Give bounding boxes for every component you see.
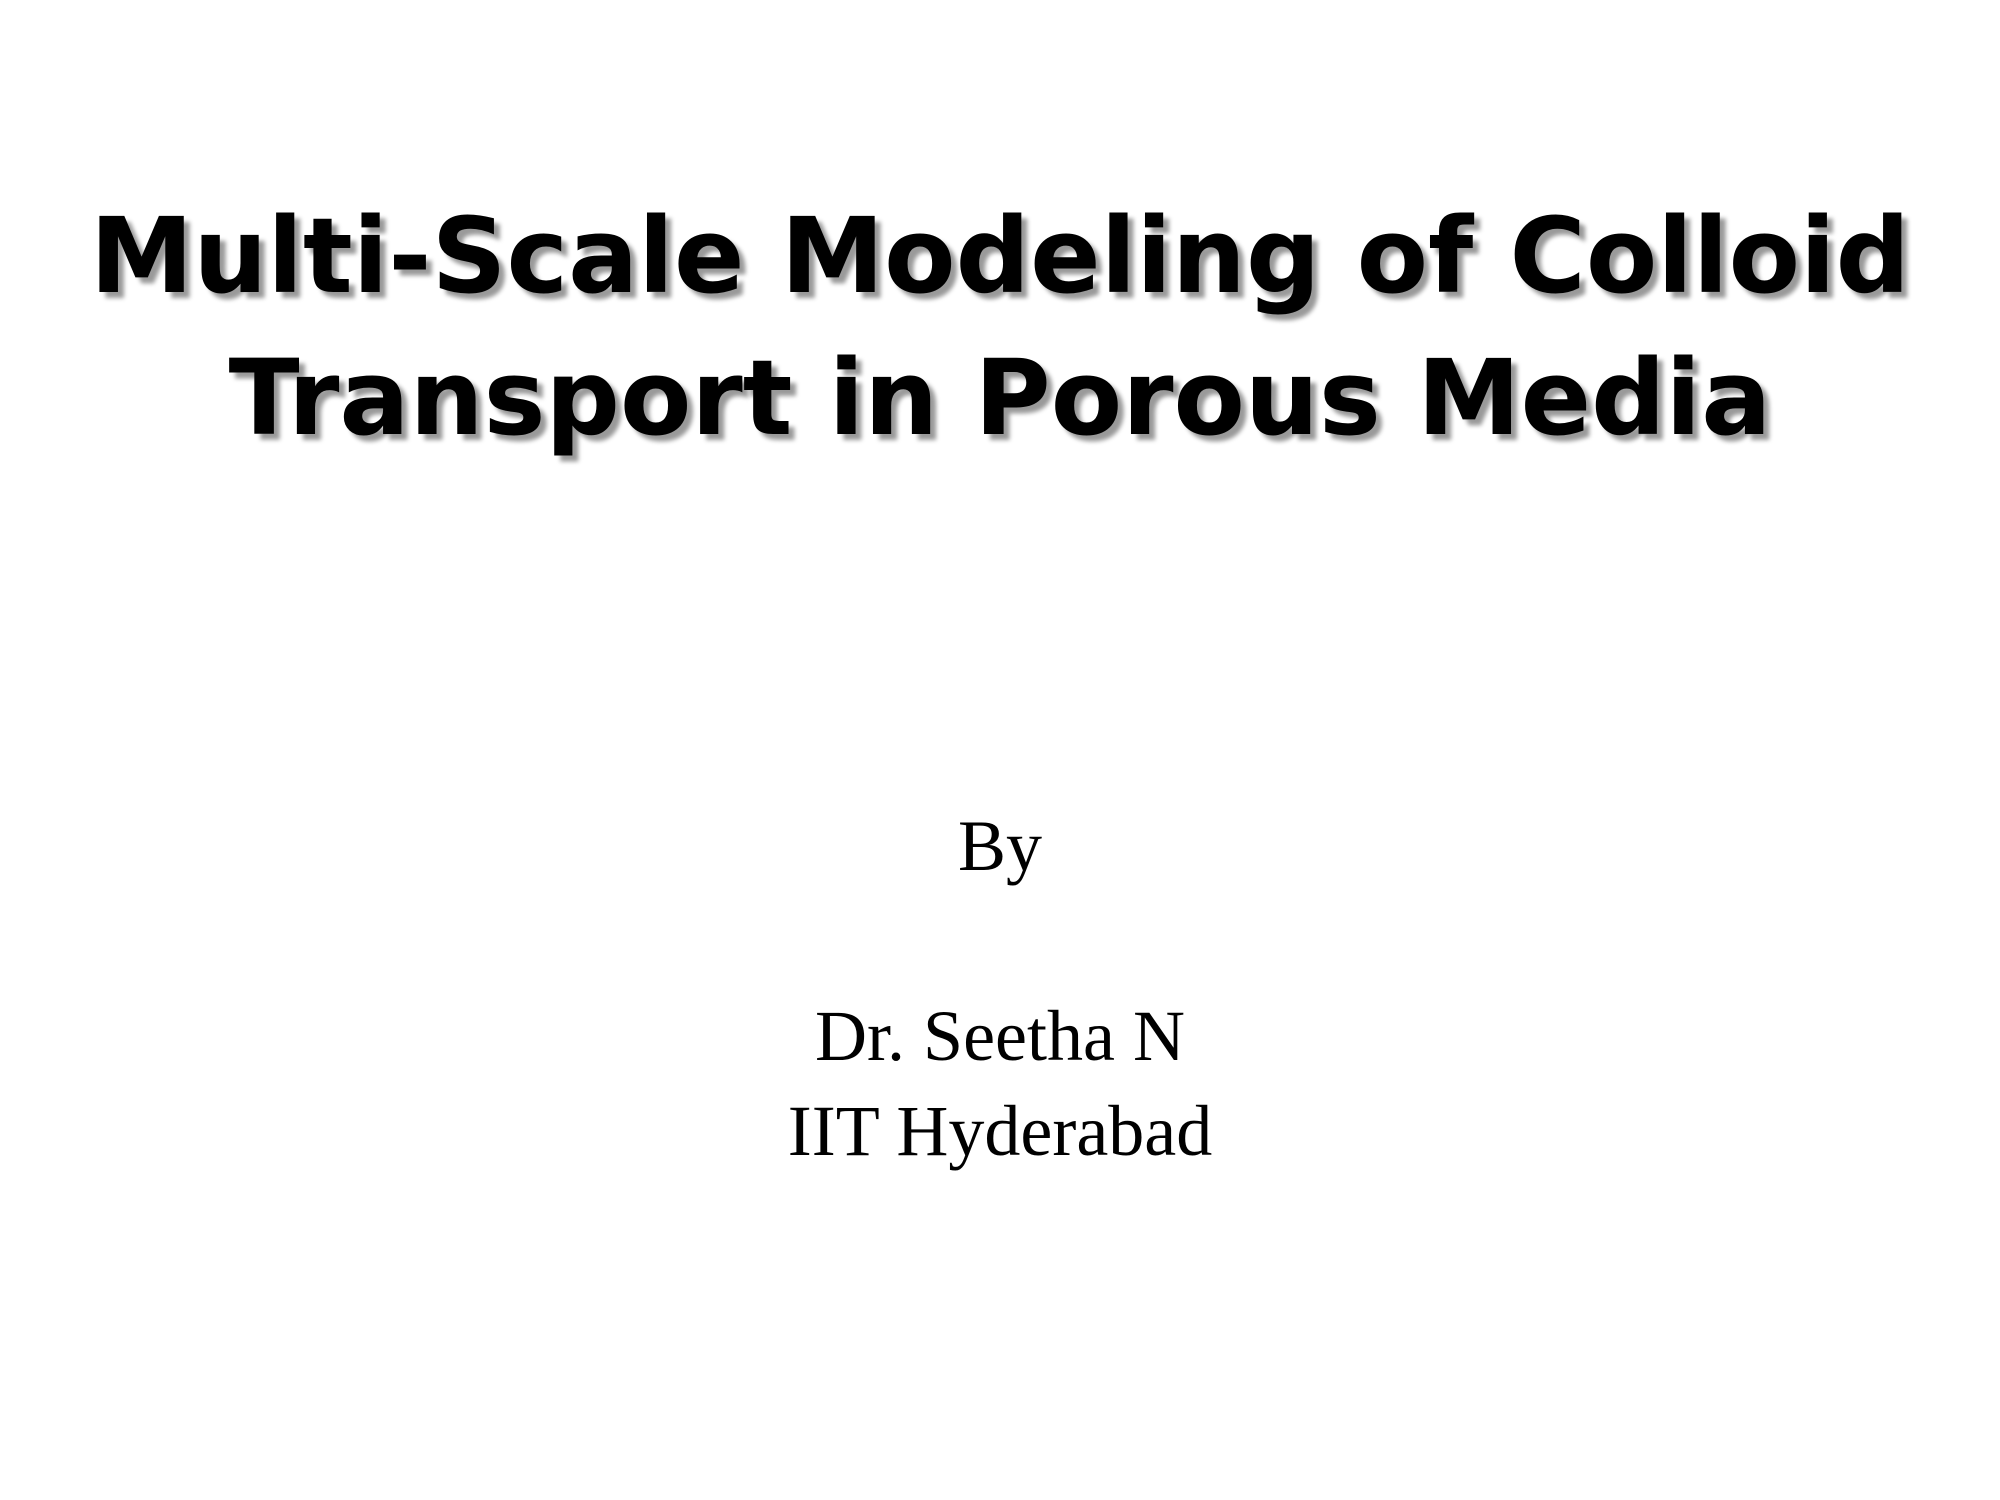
by-label: By	[957, 806, 1043, 886]
title-line-2: Transport in Porous Media	[228, 337, 1772, 459]
author-affiliation: IIT Hyderabad	[787, 1091, 1213, 1171]
slide-title	[40, 185, 1960, 469]
author-name: Dr. Seetha N	[815, 996, 1185, 1076]
title-line-1: Multi-Scale Modeling of Colloid	[89, 195, 1911, 317]
